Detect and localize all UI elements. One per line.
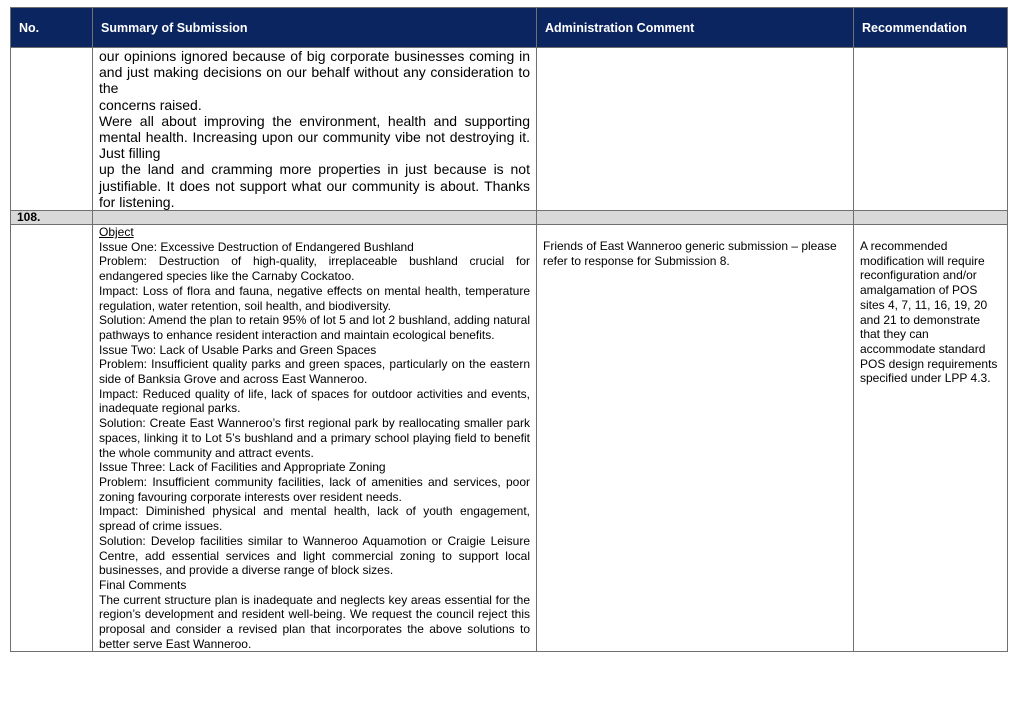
submission-108-no-cell [11, 225, 93, 652]
continued-line: concerns raised. [99, 96, 202, 113]
continued-no-cell [11, 48, 93, 211]
continued-line: our opinions ignored because of big corporate businesses coming in and just making decisions on our behalf without any consideration to the [99, 48, 530, 97]
continued-line: Were all about improving the environment, health and supporting mental health. Increasing upon our community vibe not destroying it. Just filling [99, 112, 530, 162]
continued-line: up the land and cramming more properties in just because is not justifiable. It does not support what our community is about. Thanks for listening. [99, 161, 530, 210]
submission-number-row [11, 211, 1008, 225]
summary-line: Impact: Loss of flora and fauna, negative effects on mental health, temperature regulation, water retention, soil health, and biodiversity. [99, 283, 530, 313]
summary-line: Impact: Diminished physical and mental health, lack of youth engagement, spread of crime issues. [99, 504, 530, 534]
submission-108-summary-cell [93, 225, 537, 652]
continued-recommendation-cell [854, 48, 1008, 211]
summary-line: Issue Two: Lack of Usable Parks and Green Spaces [99, 342, 377, 357]
summary-line: Impact: Reduced quality of life, lack of spaces for outdoor activities and events, inadequate regional parks. [99, 386, 530, 416]
summary-line: Solution: Create East Wanneroo’s first regional park by reallocating smaller park spaces, linking it to Lot 5’s bushland and a primary school playing field to benefit the whole community and attract events. [99, 416, 530, 460]
summary-line: Final Comments [99, 577, 187, 592]
summary-line: The current structure plan is inadequate and neglects key areas essential for the region’s development and resident well-being. We request the council reject this proposal and consider a revised plan that incorporates the above solutions to better serve East Wanneroo. [99, 592, 530, 651]
submission-number: 108. [11, 211, 93, 225]
header-recommendation: Recommendation [854, 8, 1008, 48]
header-no: No. [11, 8, 93, 48]
summary-line: Problem: Insufficient quality parks and green spaces, particularly on the eastern side of Banksia Grove and across East Wanneroo. [99, 357, 530, 387]
header-summary: Summary of Submission [93, 8, 537, 48]
submission-108-admin-comment: Friends of East Wanneroo generic submission – please refer to response for Submission 8. [537, 225, 854, 652]
table-header-row [11, 8, 1008, 48]
submissions-table [10, 7, 1008, 652]
continued-admin-cell [537, 48, 854, 211]
submission-type: Object [99, 225, 134, 240]
header-admin-comment: Administration Comment [537, 8, 854, 48]
continued-summary-cell [93, 48, 537, 211]
submission-108-row [11, 225, 1008, 652]
submission-108-recommendation: A recommended modification will require reconfiguration and/or amalgamation of POS sites 4, 7, 11, 16, 19, 20 and 21 to demonstrate that they can accommodate standard POS design requirements specified under LPP 4.3. [854, 225, 1008, 652]
summary-line: Solution: Amend the plan to retain 95% of lot 5 and lot 2 bushland, adding natural pathways to enhance resident interaction and maintain ecological benefits. [99, 313, 530, 342]
summary-line: Problem: Destruction of high-quality, irreplaceable bushland crucial for endangered species like the Carnaby Cockatoo. [99, 254, 530, 284]
summary-line: Solution: Develop facilities similar to Wanneroo Aquamotion or Craigie Leisure Centre, add essential services and light commercial zoning to support local businesses, and provide a diverse range of block sizes. [99, 533, 530, 578]
summary-line: Issue One: Excessive Destruction of Endangered Bushland [99, 239, 414, 254]
continued-submission-row [11, 48, 1008, 211]
summary-line: Problem: Insufficient community facilities, lack of amenities and services, poor zoning favouring corporate interests over resident needs. [99, 474, 530, 504]
summary-line: Issue Three: Lack of Facilities and Appropriate Zoning [99, 460, 386, 475]
